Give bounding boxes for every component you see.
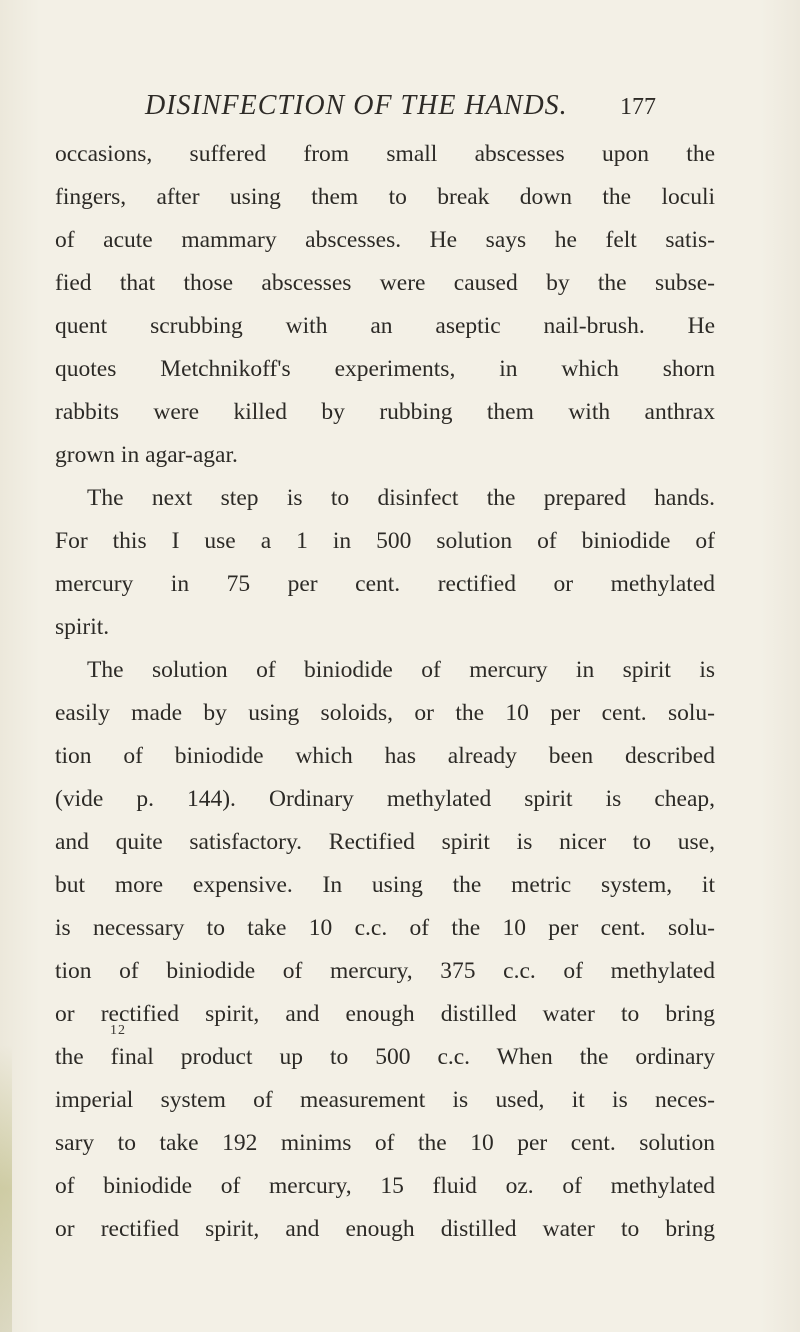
text-line: quotes Metchnikoff's experiments, in which shorn	[55, 356, 715, 382]
text-line: the final product up to 500 c.c. When the ordinary	[55, 1044, 715, 1070]
text-line: is necessary to take 10 c.c. of the 10 per cent. solu-	[55, 915, 715, 941]
text-line: or rectified spirit, and enough distilled water to bring	[55, 1001, 715, 1027]
body-text	[55, 133, 715, 1251]
text-line: fingers, after using them to break down the loculi	[55, 184, 715, 210]
text-line: of acute mammary abscesses. He says he felt satis-	[55, 227, 715, 253]
text-line: but more expensive. In using the metric system, it	[55, 872, 715, 898]
text-line: tion of biniodide which has already been described	[55, 743, 715, 769]
text-line: grown in agar-agar.	[55, 442, 238, 468]
text-line: mercury in 75 per cent. rectified or methylated	[55, 571, 715, 597]
signature-mark: 12	[110, 1023, 126, 1038]
text-line: and quite satisfactory. Rectified spirit is nicer to use,	[55, 829, 715, 855]
text-line: imperial system of measurement is used, it is neces-	[55, 1087, 715, 1113]
text-line: (vide p. 144). Ordinary methylated spirit is cheap,	[55, 786, 715, 812]
scan-edge	[0, 1045, 12, 1332]
text-line: The next step is to disinfect the prepared hands.	[87, 485, 715, 511]
text-line: or rectified spirit, and enough distilled water to bring	[55, 1216, 715, 1242]
text-line: easily made by using soloids, or the 10 per cent. solu-	[55, 700, 715, 726]
text-line: For this I use a 1 in 500 solution of biniodide of	[55, 528, 715, 554]
text-line: sary to take 192 minims of the 10 per cent. solution	[55, 1130, 715, 1156]
running-head	[0, 90, 800, 126]
text-line: of biniodide of mercury, 15 fluid oz. of methylated	[55, 1173, 715, 1199]
text-line: fied that those abscesses were caused by the subse-	[55, 270, 715, 296]
text-line: quent scrubbing with an aseptic nail-brush. He	[55, 313, 715, 339]
text-line: The solution of biniodide of mercury in spirit is	[87, 657, 715, 683]
text-line: tion of biniodide of mercury, 375 c.c. of methylated	[55, 958, 715, 984]
running-title: DISINFECTION OF THE HANDS.	[145, 90, 568, 121]
page-number: 177	[620, 94, 656, 120]
text-line: rabbits were killed by rubbing them with anthrax	[55, 399, 715, 425]
text-line: spirit.	[55, 614, 110, 640]
text-line: occasions, suffered from small abscesses upon the	[55, 141, 715, 167]
